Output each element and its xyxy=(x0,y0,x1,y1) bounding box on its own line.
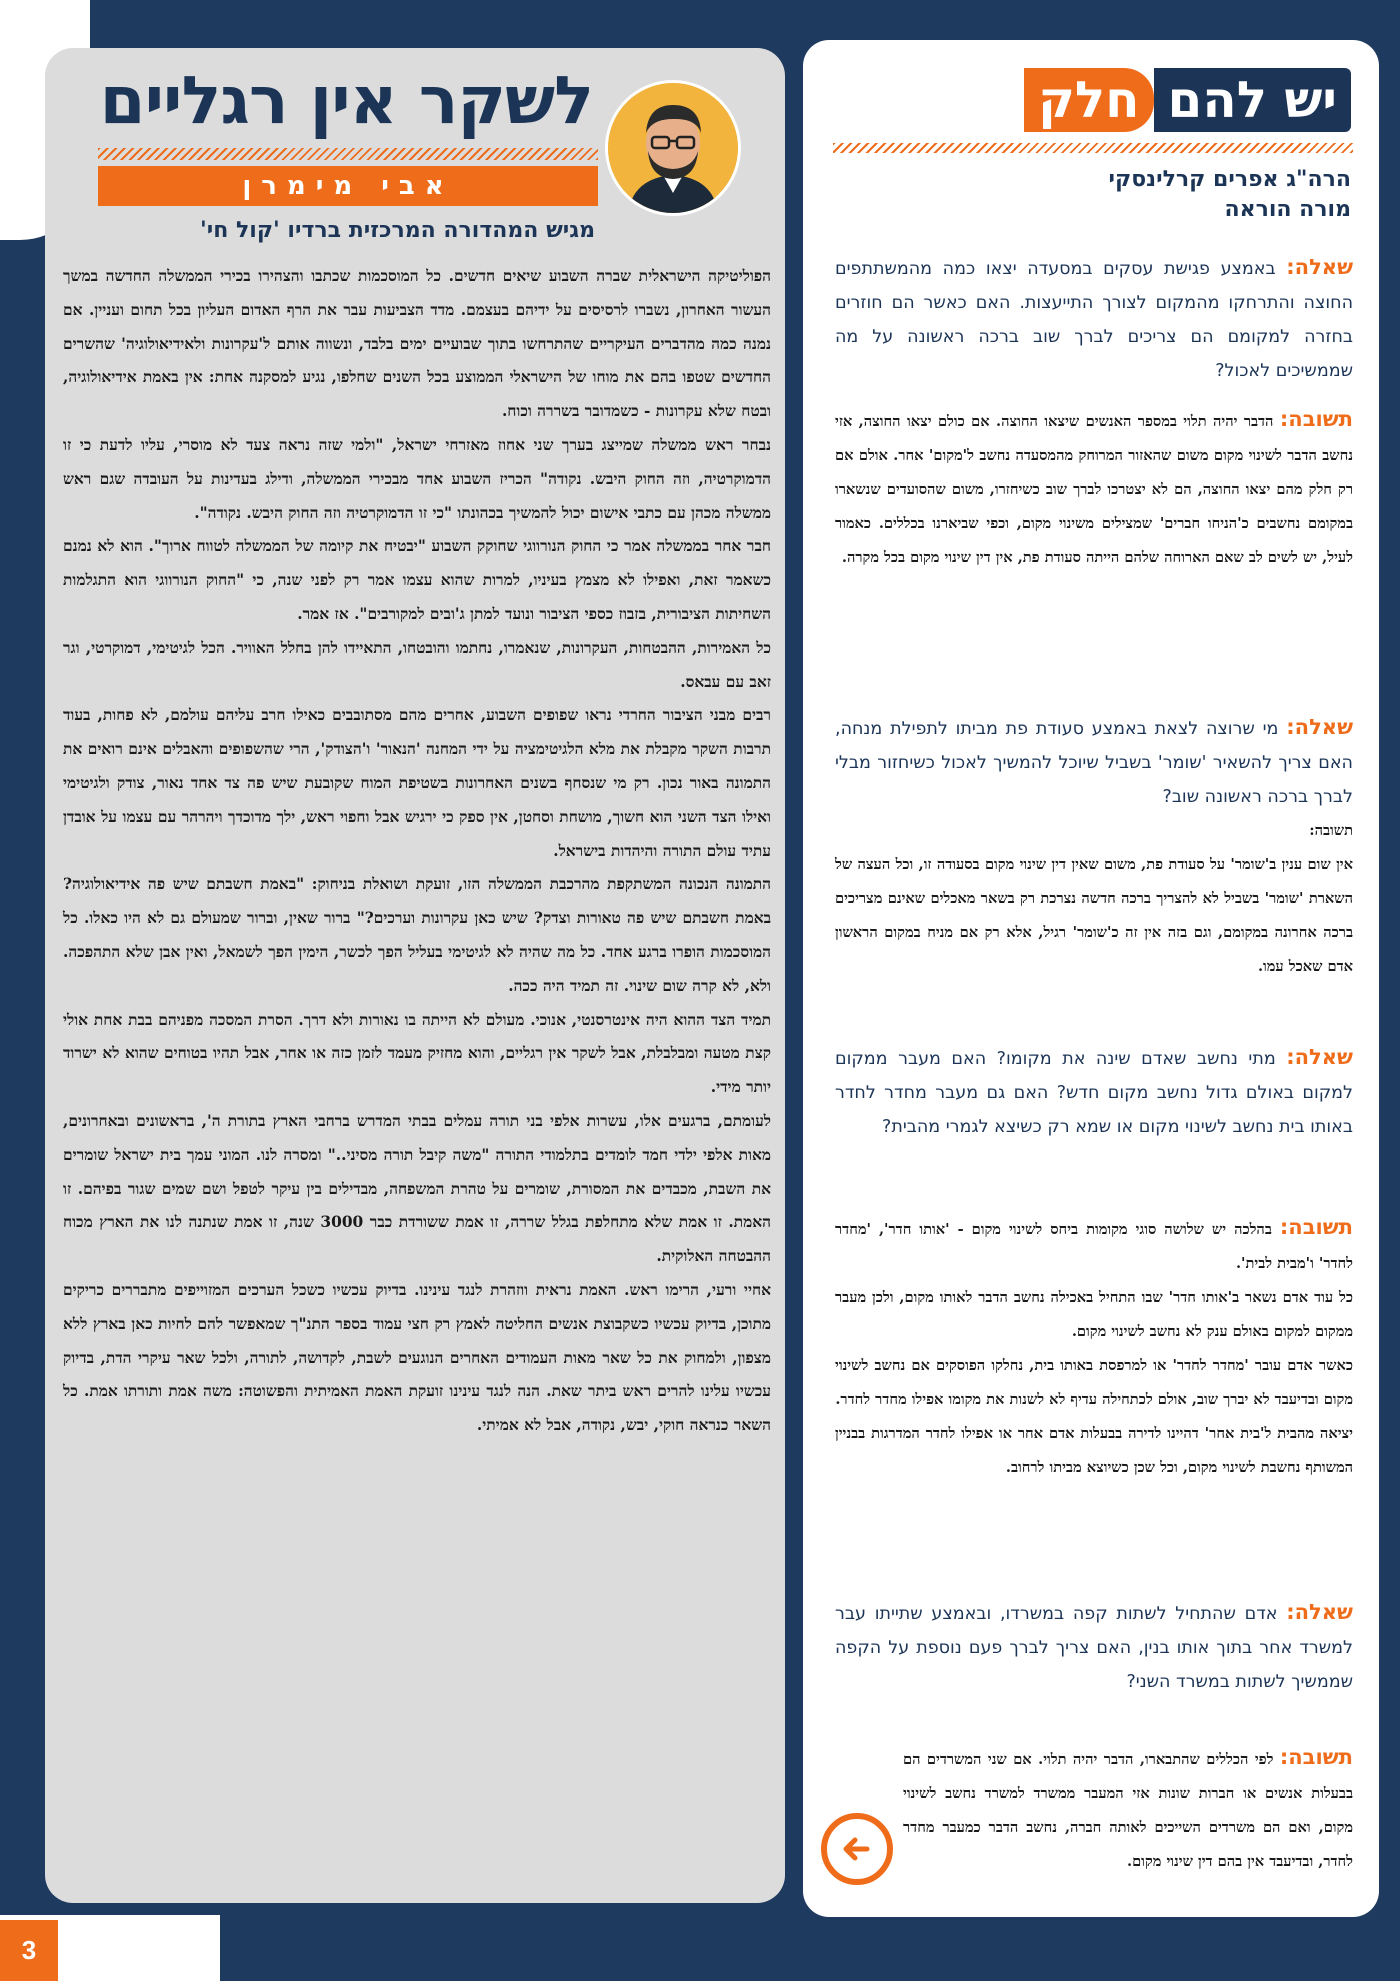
author-avatar xyxy=(605,80,741,216)
answer-text: כל עוד אדם נשאר ב'אותו חדר' שבו התחיל באכילה נחשב הדבר לאותו מקום, ולכן מעבר ממקום למקום באולם ענק לא נחשב לשינוי מקום. xyxy=(835,1289,1353,1340)
column-title: לשקר אין רגליים xyxy=(99,62,593,139)
answer-heading: תשובה: xyxy=(1309,822,1353,839)
opinion-column xyxy=(45,48,785,1903)
author-name: אבי מימרן xyxy=(98,166,598,206)
halacha-title-part-b: חלק xyxy=(1024,68,1153,132)
answer-label: תשובה: xyxy=(1279,1215,1353,1239)
rabbi-credit xyxy=(1109,165,1351,225)
question-text: מתי נחשב שאדם שינה את מקומו? האם מעבר ממקום למקום באולם גדול נחשב מקום חדש? האם גם מעבר מחדר לחדר באותו בית נחשב לשינוי מקום או שמא רק כשיצא לגמרי מהבית? xyxy=(835,1049,1353,1137)
answer xyxy=(835,402,1353,575)
answer-label: תשובה: xyxy=(1279,1745,1353,1769)
qa-item xyxy=(835,710,1353,984)
halacha-title-part-a: יש להם xyxy=(1154,68,1351,132)
question-label: שאלה: xyxy=(1286,255,1353,279)
question-label: שאלה: xyxy=(1286,1600,1353,1624)
question-text: מי שרוצה לצאת באמצע סעודת פת מביתו לתפילת מנחה, האם צריך להשאיר 'שומר' בשביל שיוכל להמשיך לאכול כשיחזור מבלי לברך ברכה ראשונה שוב? xyxy=(835,719,1353,807)
article-paragraph: התמונה הנכונה המשתקפת מהרכבת הממשלה הזו, זועקת ושואלת בניחוק: "באמת חשבתם שיש פה אידיאולוגיה? באמת חשבתם שיש פה טאורות וצדק? שיש כאן עקרונות וערכים?" ברור שאין, וברור שמעולם גם לא היו כאלו. כל המוסכמות הופרו ברגע אחד. כל מה שהיה לא לגיטימי בעליל הפך לכשר, הימין הפך לשמאל, ואין אבן שלא התהפכה. ולא, לא קרה שום שינוי. זה תמיד היה ככה. xyxy=(63,875,771,995)
column-subtitle: מגיש המהדורה המרכזית ברדיו 'קול חי' xyxy=(199,218,595,243)
answer xyxy=(903,1740,1353,1879)
question-label: שאלה: xyxy=(1286,715,1353,739)
answer xyxy=(835,1210,1353,1485)
rabbi-title: מורה הוראה xyxy=(1224,197,1351,222)
qa-item xyxy=(835,1040,1353,1144)
question-text: באמצע פגישת עסקים במסעדה יצאו כמה מהמשתתפים החוצה והתרחקו מהמקום לצורך התייעצות. האם כאשר הם חוזרים בחזרה למקומם הם צריכים לברך שוב ברכה ראשונה על מה שממשיכים לאכול? xyxy=(835,259,1353,381)
decorative-stripes xyxy=(833,143,1353,153)
answer-text: כאשר אדם עובר 'מחדר לחדר' או למרפסת באותו בית, נחלקו הפוסקים אם נחשב לשינוי מקום ובדיעבד לא יברך שוב, אולם לכתחילה עדיף לא לשנות את מקומו אפילו מחדר לחדר. xyxy=(835,1357,1353,1408)
answer-text: יציאה מהבית ל'בית אחר' דהיינו לדירה בבעלות אדם אחר או אפילו לחדר המדרגות בבניין המשותף נחשבת לשינוי מקום, וכל שכן כשיוצא מביתו לרחוב. xyxy=(835,1425,1353,1476)
arrow-left-icon[interactable] xyxy=(821,1813,893,1885)
halacha-panel xyxy=(803,40,1379,1917)
article-paragraph: לעומתם, ברגעים אלו, עשרות אלפי בני תורה עמלים בבתי המדרש ברחבי הארץ בתורת ה', בראשונים ובאחרונים, מאות אלפי ילדי חמד לומדים בתלמודי התורה "משה קיבל תורה מסיני.." ומסרה לנו. המוני עמך בית ישראל שומרים את השבת, מכבדים את המסורת, שומרים על טהרת המשפחה, מבדילים בין עיקר לטפל ושם שמים שגור בפיהם. זו האמת. זו אמת שלא מתחלפת בגלל שררה, זו אמת ששורדת כבר 3000 שנה, זו אמת שנתנה לנו את הארץ מכוח ההבטחה האלוקית. xyxy=(63,1111,771,1266)
question-text: אדם שהתחיל לשתות קפה במשרדו, ובאמצע שתייתו עבר למשרד אחר בתוך אותו בנין, האם צריך לברך פעם נוספת על הקפה שממשיך לשתות במשרד השני? xyxy=(835,1604,1353,1692)
article-paragraph: רבים מבני הציבור החרדי נראו שפופים השבוע, אחרים מהם מסתובבים כאילו חרב עליהם עולמם, לא פחות, בעוד תרבות השקר מקבלת את מלא הלגיטימציה על ידי המחנה 'הנאור' ו'הצודק', הרי שהשפופים והאבלים אינם רואים את התמונה באור נכון. רק מי שנסחף בשנים האחרונות בשטיפת המוח שקובעת שיש פה צד אחד נאור, צודק ולגיטימי ואילו הצד השני הוא חשוך, מושחת וסחטן, אין ספק כי ירגיש אבל וחפוי ראש, ילך מדוכדך ויהרהר עם עצמו על אובדן עתיד עולם התורה והיהדות בישראל. xyxy=(63,706,771,860)
question xyxy=(835,250,1353,388)
answer xyxy=(835,814,1353,984)
question-label: שאלה: xyxy=(1286,1045,1353,1069)
qa-item xyxy=(835,1210,1353,1485)
question xyxy=(835,710,1353,814)
answer-text: בהלכה יש שלושה סוגי מקומות ביחס לשינוי מקום - 'אותו חדר', 'מחדר לחדר' ו'מבית לבית'. xyxy=(835,1221,1353,1272)
article-body xyxy=(63,260,771,1443)
answer-text: אין שום ענין ב'שומר' על סעודת פת, משום שאין דין שינוי מקום בסעודה זו, וכל העצה של השארת 'שומר' בשביל לא להצריך ברכה חדשה נצרכת רק בשאר מאכלים שאינם מצריכים ברכה אחרונה במקומם, וגם בזה אין זה כ'שומר' רגיל, אלא רק אם מניח במקום הראשון אדם שאכל עמו. xyxy=(835,856,1353,975)
halacha-title xyxy=(1024,68,1351,132)
article-paragraph: חבר אחר בממשלה אמר כי החוק הנורווגי שחוקק השבוע "יבטיח את קיומה של הממשלה לטווח ארוך". הוא לא נמנם כשאמר זאת, ואפילו לא מצמץ בעיניו, למרות שהוא עצמו אמר רק לפני שנה, כי "החוק הנורווגי הוא התגלמות השחיתות הציבורית, בזבוז כספי הציבור ונועד למתן ג'ובים למקורבים". אז אמר. xyxy=(63,537,771,623)
qa-item xyxy=(903,1740,1353,1879)
article-paragraph: נבחר ראש ממשלה שמייצג בערך שני אחוז מאזרחי ישראל, "ולמי שזה נראה צעד לא מוסרי, עליו לדעת כי זו הדמוקרטיה, וזה החוק היבש. נקודה" הכריז השבוע אחד מבכירי הממשלה, ודילג בעדינות על העובדה שגם ראש ממשלה מכהן עם כתבי אישום יכול להמשיך בכהונתו "כי זו הדמוקרטיה וזה החוק היבש. נקודה". xyxy=(63,435,771,522)
article-paragraph: כל האמירות, ההבטחות, העקרונות, שנאמרו, נחתמו והובטחו, התאיידו להן בחלל האוויר. הכל לגיטימי, דמוקרטי, וגר זאב עם עבאס. xyxy=(63,638,771,691)
answer-text: הדבר יהיה תלוי במספר האנשים שיצאו החוצה. אם כולם יצאו החוצה, אזי נחשב הדבר לשינוי מקום משום שהאזור המרוחק מהמסעדה נחשב ל'מקום' אחר. אולם אם רק חלק מהם יצאו החוצה, הם לא יצטרכו לברך שוב כשיחזרו, משום שהסועדים שנשארו במקומם נחשבים כ'הניחו חברים' שמצילים משינוי מקום, וכפי שביארנו בכללים. כאמור לעיל, יש לשים לב שאם הארוחה שלהם הייתה סעודת פת, אין דין שינוי מקום בכל מקרה. xyxy=(835,413,1353,566)
qa-item xyxy=(835,402,1353,575)
question xyxy=(835,1040,1353,1144)
article-paragraph: אחיי ורעי, הרימו ראש. האמת נראית ווזהרת לנגד עינינו. בדיוק עכשיו כשכל הערכים המזוייפים מתבררים כריקים מתוכן, בדיוק עכשיו כשקבוצת אנשים החליטה לאמץ רק חצי עמוד בספר התנ"ך שמאפשר להם לחיות כאן בארץ ללא מצפון, ולמחוק את כל שאר מאות העמודים האחרים הנוגעים לשבת, לקדושה, לתורה, ולכל שאר עיקרי הדת, בדיוק עכשיו עלינו להרים ראש ביתר שאת. הנה לנגד עינינו זועקת האמת האמיתית והפשוטה: משה אמת ותורתו אמת. כל השאר כנראה חוקי, יבש, נקודה, אבל לא אמיתי. xyxy=(63,1280,771,1435)
decorative-stripes xyxy=(98,148,598,160)
qa-item xyxy=(835,1595,1353,1699)
page-number: 3 xyxy=(0,1920,58,1981)
answer-label: תשובה: xyxy=(1279,407,1353,431)
rabbi-name: הרה"ג אפרים קרלינסקי xyxy=(1108,167,1351,192)
answer-text: לפי הכללים שהתבארו, הדבר יהיה תלוי. אם שני המשרדים הם בבעלות אנשים או חברות שונות אזי המעבר ממשרד למשרד נחשב לשינוי מקום, ואם הם משרדים השייכים לאותה חברה, נחשב הדבר כמעבר מחדר לחדר, ובדיעבד אין בהם דין שינוי מקום. xyxy=(903,1751,1353,1870)
question xyxy=(835,1595,1353,1699)
article-paragraph: תמיד הצד ההוא היה אינטרסנטי, אנוכי. מעולם לא הייתה בו נאורות ולא דרך. הסרת המסכה מפניהם בבת אחת אולי קצת מטעה ומבלבלת, אבל לשקר אין רגליים, והוא מחזיק מעמד לזמן כזה או אחר, אבל תהיו בטוחים שהוא לא ישרוד יותר מידי. xyxy=(63,1010,771,1097)
qa-item xyxy=(835,250,1353,388)
article-paragraph: הפוליטיקה הישראלית שברה השבוע שיאים חדשים. כל המוסכמות שכתבו והצהירו בכירי הממשלה החדשה במשך העשור האחרון, נשברו לרסיסים על ידיהם בעצמם. מדד הצביעות עבר את הרף האדום העליון בכל תחום ועניין. אם נמנה כמה מהדברים העיקריים שהתרחשו בתוך שבועיים ימים בלבד, ונשווה אותם ל'עקרונות ולאידיאולוגיה' שהשרים החדשים שטפו בהם את מוחו של הישראלי הממוצע בכל השנים שחלפו, נגיע למסקנה אחת: אין באמת אידיאולוגיה, ובטח שלא עקרונות - כשמדובר בשררה וכוח. xyxy=(63,267,771,421)
